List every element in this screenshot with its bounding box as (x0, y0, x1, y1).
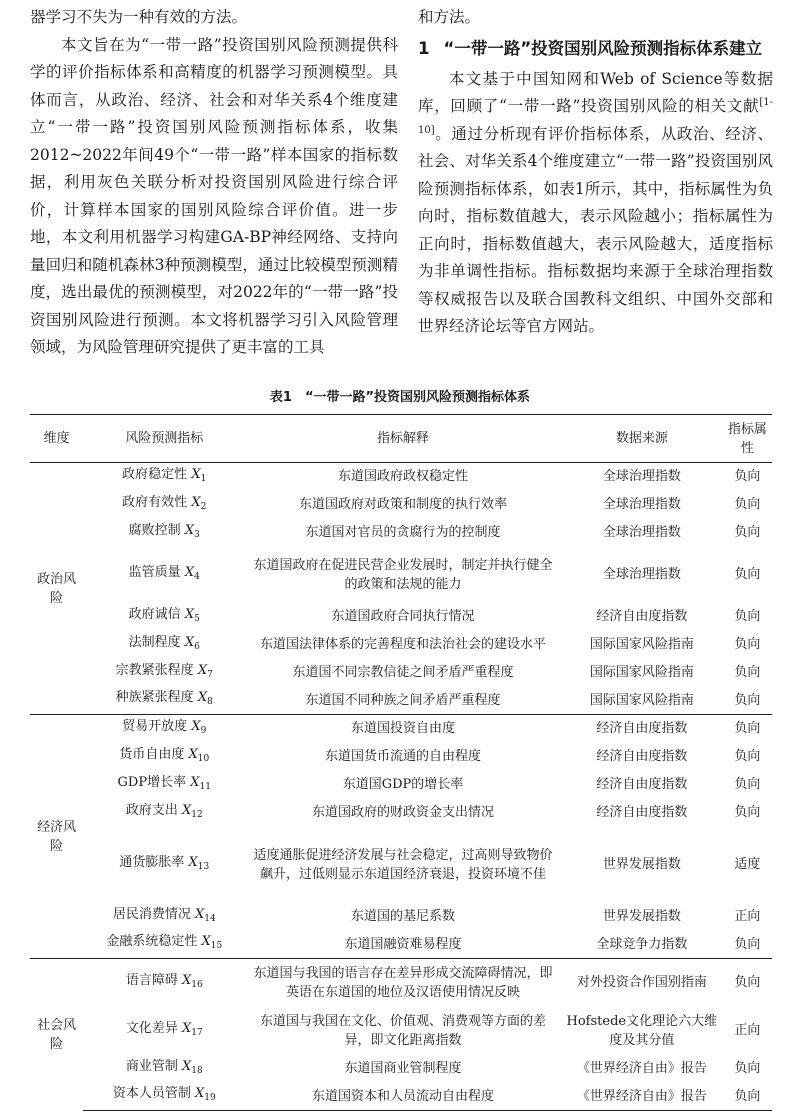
indicator-cell (83, 1055, 245, 1083)
source-cell: 全球治理指数 (602, 497, 681, 512)
indicator-cell (83, 1007, 245, 1055)
indicator-symbol: X (197, 690, 208, 706)
indicator-subscript: 8 (207, 697, 213, 708)
indicator-name: 政府诚信 (128, 606, 185, 622)
table-row (30, 1007, 772, 1055)
indicator-subscript: 7 (207, 669, 213, 680)
indicator-name: 货币自由度 (119, 746, 189, 762)
source-cell: 《世界经济自由》报告 (561, 1083, 723, 1111)
source-cell: 经济自由度指数 (596, 777, 688, 792)
indicator-subscript: 5 (194, 613, 200, 624)
indicator-cell (83, 715, 245, 743)
source-cell: 经济自由度指数 (596, 749, 688, 764)
indicator-name: 居民消费情况 (112, 906, 195, 922)
indicator-subscript: 2 (200, 501, 207, 512)
table-row (30, 547, 772, 603)
attribute-cell: 正向 (734, 1023, 761, 1038)
source-cell: 对外投资合作国别指南 (561, 959, 723, 1007)
indicator-name: 金融系统稳定性 (106, 934, 202, 950)
indicator-cell (83, 631, 245, 659)
indicator-name: 贸易开放度 (122, 718, 192, 734)
table-header-row (30, 415, 772, 463)
attribute-cell: 负向 (734, 525, 761, 540)
table-row (30, 799, 772, 827)
attribute-cell: 负向 (734, 567, 761, 582)
paragraph-text: 。通过分析现有评价指标体系，从政治、经济、社会、对华关系4个维度建立“一带一路”投资国别风险预测指标体系，如表1所示，其中，指标属性为负向时，指标数值越大，表示风险越小；指标属性为正向时，指标数值越大，表示风险越大，适度指标为非单调性指标。指标数据均来源于全球治理指数等权威报告以及联合国教科文组织、中国外交部和世界经济论坛等官方网站。 (418, 124, 773, 335)
attribute-cell: 负向 (734, 749, 761, 764)
explanation-cell: 东道国的基尼系数 (351, 909, 456, 924)
indicator-symbol: X (181, 972, 192, 988)
indicator-name: 资本人员管制 (112, 1086, 195, 1102)
source-cell: 经济自由度指数 (596, 609, 688, 624)
paragraph-text: 本文基于中国知网和Web of Science等数据库，回顾了“一带一路”投资国别风险的相关文献 (418, 69, 773, 115)
indicator-cell (83, 1083, 245, 1111)
table-title: 表1 “一带一路”投资国别风险预测指标体系 (269, 390, 531, 405)
paragraph (418, 66, 773, 341)
indicator-cell (83, 659, 245, 687)
indicator-name: GDP增长率 (117, 774, 191, 790)
indicator-symbol: X (188, 746, 198, 762)
attribute-cell: 正向 (734, 909, 761, 924)
indicator-subscript: 10 (197, 753, 210, 764)
indicator-symbol: X (181, 802, 192, 818)
indicator-cell (83, 519, 245, 547)
explanation-cell: 适度通胀促进经济发展与社会稳定，过高则导致物价飙升，过低则显示东道国经济衰退，投资环境不佳 (253, 847, 553, 882)
indicator-name: 宗教紧张程度 (115, 662, 198, 678)
explanation-cell: 东道国融资难易程度 (344, 936, 462, 952)
indicator-symbol: X (194, 906, 205, 922)
table-row (30, 715, 772, 743)
table-row (30, 463, 772, 491)
attribute-cell: 负向 (734, 497, 761, 512)
source-cell: 世界发展指数 (602, 909, 681, 924)
indicator-name: 文化差异 (125, 1020, 182, 1036)
indicator-symbol: X (184, 606, 195, 622)
explanation-cell: 东道国与我国在文化、价值观、消费观等方面的差异，即文化距离指数 (260, 1013, 547, 1048)
attribute-cell: 负向 (734, 777, 761, 792)
attribute-cell: 适度 (734, 857, 761, 872)
indicator-symbol: X (197, 662, 208, 678)
source-cell: 国际国家风险指南 (589, 692, 694, 708)
explanation-cell: 东道国GDP的增长率 (342, 777, 464, 792)
indicator-subscript: 17 (191, 1027, 203, 1038)
indicator-cell (83, 687, 245, 715)
table-row (30, 631, 772, 659)
explanation-cell: 东道国政府政权稳定性 (245, 463, 561, 491)
explanation-cell: 东道国政府合同执行情况 (331, 609, 475, 624)
explanation-cell: 东道国货币流通的自由程度 (325, 749, 482, 764)
source-cell: 全球治理指数 (602, 525, 681, 540)
indicator-name: 语言障碍 (125, 972, 182, 988)
indicator-symbol: X (194, 1086, 205, 1102)
attribute-cell: 负向 (734, 609, 761, 624)
source-cell: 国际国家风险指南 (589, 665, 694, 680)
table-row (30, 687, 772, 715)
indicator-subscript: 4 (194, 571, 200, 582)
source-cell: 世界发展指数 (602, 857, 681, 872)
indicator-cell (83, 491, 245, 519)
attribute-cell: 负向 (734, 936, 761, 952)
attribute-cell: 负向 (723, 959, 772, 1007)
attribute-cell: 负向 (734, 665, 761, 680)
indicator-symbol: X (184, 634, 195, 650)
dimension-cell: 政治风险 (30, 463, 83, 715)
attribute-cell: 负向 (734, 1061, 761, 1076)
indicator-subscript: 13 (197, 861, 210, 872)
dimension-cell: 社会风险 (30, 959, 83, 1111)
source-cell: 经济自由度指数 (596, 805, 688, 820)
table-row (30, 1083, 772, 1111)
indicator-table (30, 414, 772, 1111)
explanation-cell: 东道国资本和人员流动自由程度 (245, 1083, 561, 1111)
indicator-subscript: 14 (204, 913, 216, 924)
table-row (30, 659, 772, 687)
header-explanation: 指标解释 (245, 415, 561, 463)
table-row (30, 931, 772, 959)
indicator-subscript: 18 (191, 1065, 203, 1076)
indicator-name: 政府稳定性 (122, 466, 192, 482)
left-column (30, 4, 398, 362)
explanation-cell: 东道国政府在促进民营企业发展时，制定并执行健全的政策和法规的能力 (253, 557, 553, 592)
attribute-cell: 负向 (734, 637, 761, 652)
indicator-subscript: 15 (210, 941, 223, 952)
attribute-cell: 负向 (723, 1083, 772, 1111)
source-cell: 经济自由度指数 (561, 715, 723, 743)
table-row (30, 827, 772, 903)
indicator-symbol: X (184, 522, 195, 538)
explanation-cell: 东道国与我国的语言存在差异形成交流障碍情况，即英语在东道国的地位及汉语使用情况反映 (245, 959, 561, 1007)
attribute-cell: 负向 (734, 692, 761, 708)
paragraph: 本文旨在为“一带一路”投资国别风险预测提供科学的评价指标体系和高精度的机器学习预测模型。具体而言，从政治、经济、社会和对华关系4个维度建立“一带一路”投资国别风险预测指标体系，收集2012~2022年间49个“一带一路”样本国家的指标数据，利用灰色关联分析对投资国别风险进行综合评价，计算样本国家的国别风险综合评价值。进一步地，本文利用机器学习构建GA-BP神经网络、支持向量回归和随机森林3种预测模型，通过比较模型预测精度，选出最优的预测模型，对2022年的“一带一路”投资国别风险进行预测。本文将机器学习引入风险管理领域，为风险管理研究提供了更丰富的工具 (30, 35, 398, 356)
dimension-cell: 经济风险 (30, 715, 83, 959)
indicator-cell (83, 799, 245, 827)
indicator-name: 监管质量 (128, 564, 185, 580)
paragraph: 和方法。 (418, 8, 481, 26)
source-cell: 全球治理指数 (602, 567, 681, 582)
table-row (30, 743, 772, 771)
table-row (30, 1055, 772, 1083)
table-row (30, 959, 772, 1007)
indicator-name: 政府支出 (125, 802, 182, 818)
explanation-cell: 东道国投资自由度 (245, 715, 561, 743)
indicator-name: 商业管制 (125, 1058, 182, 1074)
indicator-subscript: 3 (194, 529, 200, 540)
source-cell: 全球治理指数 (561, 463, 723, 491)
citation: [1-10] (418, 96, 773, 136)
table-row (30, 603, 772, 631)
indicator-cell (83, 959, 245, 1007)
indicator-subscript: 6 (194, 641, 200, 652)
indicator-name: 腐败控制 (128, 522, 185, 538)
indicator-subscript: 19 (204, 1093, 216, 1104)
section-number: 1 (418, 38, 430, 58)
explanation-cell: 东道国法律体系的完善程度和法治社会的建设水平 (260, 637, 547, 652)
table-row (30, 491, 772, 519)
explanation-cell: 东道国政府对政策和制度的执行效率 (299, 497, 508, 512)
explanation-cell: 东道国不同种族之间矛盾严重程度 (305, 692, 501, 708)
indicator-symbol: X (184, 564, 195, 580)
indicator-cell (83, 827, 245, 903)
table-row (30, 771, 772, 799)
indicator-name: 种族紧张程度 (115, 690, 198, 706)
paragraph: 器学习不失为一种有效的方法。 (30, 8, 248, 26)
header-attribute: 指标属性 (723, 415, 772, 463)
header-indicator: 风险预测指标 (83, 415, 245, 463)
indicator-symbol: X (201, 934, 211, 950)
indicator-cell (83, 603, 245, 631)
indicator-name: 政府有效性 (122, 494, 192, 510)
indicator-subscript: 1 (200, 473, 207, 484)
explanation-cell: 东道国对官员的贪腐行为的控制度 (305, 525, 501, 540)
indicator-symbol: X (190, 774, 200, 790)
indicator-symbol: X (181, 1020, 192, 1036)
indicator-subscript: 12 (191, 809, 203, 820)
section-heading (418, 34, 773, 64)
header-source: 数据来源 (561, 415, 723, 463)
indicator-name: 通货膨胀率 (119, 854, 189, 870)
attribute-cell: 负向 (723, 715, 772, 743)
right-column (418, 4, 773, 341)
indicator-symbol: X (181, 1058, 192, 1074)
source-cell: 国际国家风险指南 (589, 637, 694, 652)
attribute-cell: 负向 (734, 805, 761, 820)
table-row (30, 519, 772, 547)
header-dimension: 维度 (30, 415, 83, 463)
indicator-symbol: X (188, 854, 198, 870)
indicator-cell (83, 547, 245, 603)
source-cell: 全球竞争力指数 (596, 936, 688, 952)
section-title: “一带一路”投资国别风险预测指标体系建立 (443, 38, 763, 58)
indicator-subscript: 11 (199, 781, 211, 792)
indicator-cell (83, 931, 245, 959)
indicator-cell (83, 743, 245, 771)
source-cell: 《世界经济自由》报告 (576, 1061, 707, 1076)
indicator-name: 法制程度 (128, 634, 185, 650)
indicator-symbol: X (191, 718, 201, 734)
indicator-cell (83, 771, 245, 799)
indicator-cell (83, 463, 245, 491)
source-cell: Hofstede文化理论六大维度及其分值 (566, 1013, 718, 1048)
indicator-symbol: X (191, 494, 201, 510)
indicator-subscript: 9 (200, 725, 207, 736)
explanation-cell: 东道国不同宗教信徒之间矛盾严重程度 (292, 665, 514, 680)
explanation-cell: 东道国政府的财政资金支出情况 (312, 805, 495, 820)
indicator-cell (83, 903, 245, 931)
indicator-symbol: X (191, 466, 201, 482)
attribute-cell: 负向 (723, 463, 772, 491)
table-row (30, 903, 772, 931)
indicator-subscript: 16 (191, 979, 203, 990)
explanation-cell: 东道国商业管制程度 (344, 1061, 462, 1076)
